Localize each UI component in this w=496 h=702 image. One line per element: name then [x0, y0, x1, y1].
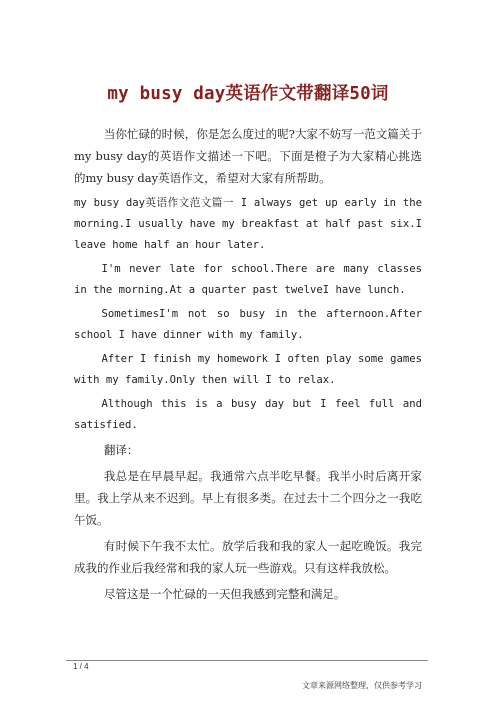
essay-paragraph: SometimesI'm not so busy in the afternoon.After school I have dinner with my family. [74, 308, 422, 341]
translation-paragraph: 我总是在早晨早起。我通常六点半吃早餐。我半小时后离开家里。我上学从来不迟到。早上有很多类。在过去十二个四分之一我吃午饭。 [74, 469, 422, 527]
footer-divider [66, 660, 428, 661]
essay-paragraph: Although this is a busy day but I feel full and satisfied. [74, 398, 422, 431]
translation-paragraph: 有时候下午我不太忙。放学后我和我的家人一起吃晚饭。我完成我的作业后我经常和我的家人玩一些游戏。只有这样我放松。 [74, 539, 422, 575]
essay-paragraph: I'm never late for school.There are many classes in the morning.At a quarter past twelveI have lunch. [74, 263, 422, 296]
translation-label: 翻译： [103, 443, 139, 457]
document-title: my busy day英语作文带翻译50词 [107, 84, 389, 104]
source-note: 文章来源网络整理，仅供参考学习 [302, 681, 422, 690]
translation-paragraph: 尽管这是一个忙碌的一天但我感到完整和满足。 [103, 587, 346, 601]
essay-heading-paragraph: my busy day英语作文范文篇一 I always get up early in the morning.I usually have my breakfast at half past six.I leave home half an hour later. [74, 197, 422, 251]
essay-paragraph: After I finish my homework I often play some games with my family.Only then will I to relax. [74, 353, 422, 386]
document-body [74, 123, 422, 609]
intro-paragraph: 当你忙碌的时候，你是怎么度过的呢?大家不妨写一范文篇关于my busy day的英语作文描述一下吧。下面是橙子为大家精心挑选的my busy day英语作文，希望对大家有所帮助。 [74, 127, 422, 185]
page-number: 1 / 4 [73, 662, 89, 671]
